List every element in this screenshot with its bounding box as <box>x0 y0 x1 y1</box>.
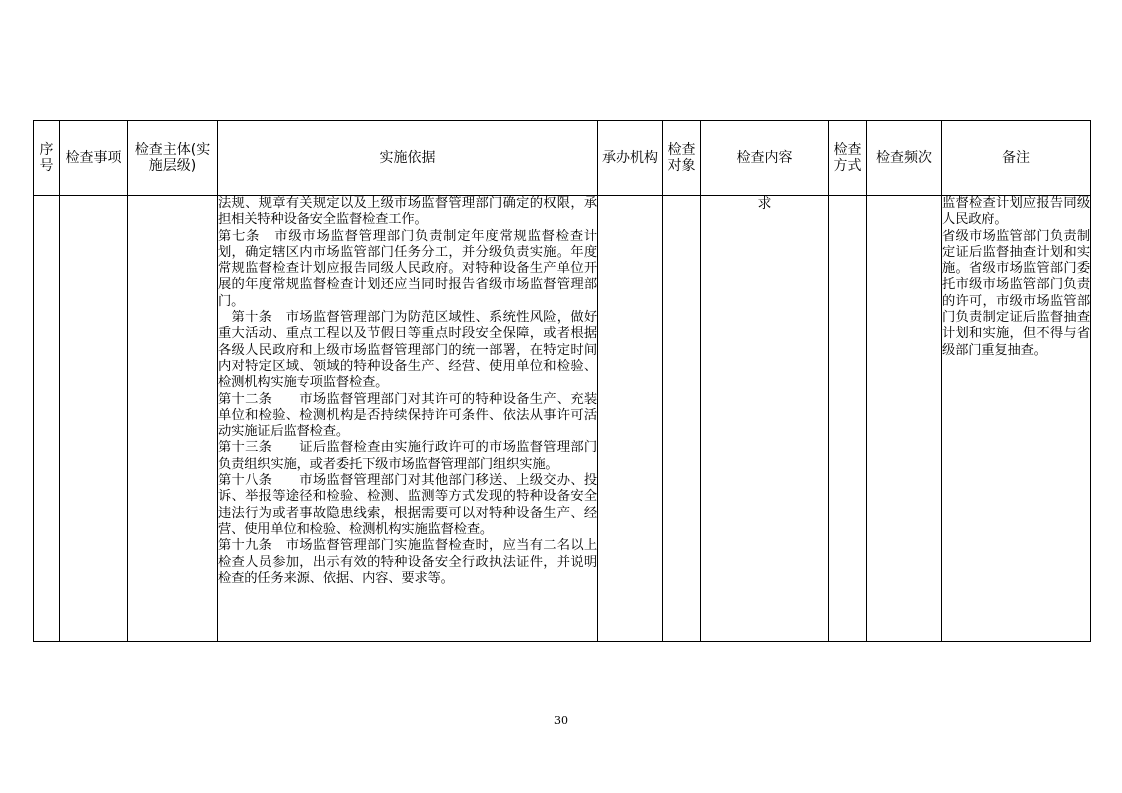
cell-item <box>60 196 128 642</box>
table-row <box>34 196 1091 642</box>
cell-content: 求 <box>701 196 829 642</box>
header-notes: 备注 <box>942 121 1091 196</box>
header-frequency: 检查频次 <box>867 121 942 196</box>
header-basis: 实施依据 <box>218 121 598 196</box>
header-subject: 检查主体(实施层级) <box>128 121 218 196</box>
cell-frequency <box>867 196 942 642</box>
header-agency: 承办机构 <box>598 121 663 196</box>
inspection-table <box>33 120 1091 642</box>
cell-agency <box>598 196 663 642</box>
header-content: 检查内容 <box>701 121 829 196</box>
header-item: 检查事项 <box>60 121 128 196</box>
header-row <box>34 121 1091 196</box>
header-method: 检查方式 <box>829 121 867 196</box>
cell-target <box>663 196 701 642</box>
header-seq: 序号 <box>34 121 60 196</box>
cell-subject <box>128 196 218 642</box>
cell-method <box>829 196 867 642</box>
header-target: 检查对象 <box>663 121 701 196</box>
page-number: 30 <box>554 714 568 727</box>
cell-seq <box>34 196 60 642</box>
cell-notes: 监督检查计划应报告同级人民政府。 省级市场监管部门负责制定证后监督抽查计划和实施。省级市场监管部门委托市级市场监管部门负责的许可，市级市场监管部门负责制定证后监督抽查计划和实施，但不得与省级部门重复抽查。 <box>942 196 1091 642</box>
cell-basis: 法规、规章有关规定以及上级市场监督管理部门确定的权限，承担相关特种设备安全监督检查工作。 第七条 市级市场监督管理部门负责制定年度常规监督检查计划，确定辖区内市场监管部门任务分工，并分级负责实施。年度常规监督检查计划应报告同级人民政府。对特种设备生产单位开展的年度常规监督检查计划还应当同时报告省级市场监督管理部门。 第十条 市场监督管理部门为防范区域性、系统性风险，做好重大活动、重点工程以及节假日等重点时段安全保障，或者根据各级人民政府和上级市场监督管理部门的统一部署，在特定时间内对特定区域、领域的特种设备生产、经营、使用单位和检验、检测机构实施专项监督检查。 第十二条 市场监督管理部门对其许可的特种设备生产、充装单位和检验、检测机构是否持续保持许可条件、依法从事许可活动实施证后监督检查。 第十三条 证后监督检查由实施行政许可的市场监督管理部门负责组织实施，或者委托下级市场监督管理部门组织实施。 第十八条 市场监督管理部门对其他部门移送、上级交办、投诉、举报等途径和检验、检测、监测等方式发现的特种设备安全违法行为或者事故隐患线索，根据需要可以对特种设备生产、经营、使用单位和检验、检测机构实施监督检查。 第十九条 市场监督管理部门实施监督检查时，应当有二名以上检查人员参加，出示有效的特种设备安全行政执法证件，并说明检查的任务来源、依据、内容、要求等。 <box>218 196 598 642</box>
